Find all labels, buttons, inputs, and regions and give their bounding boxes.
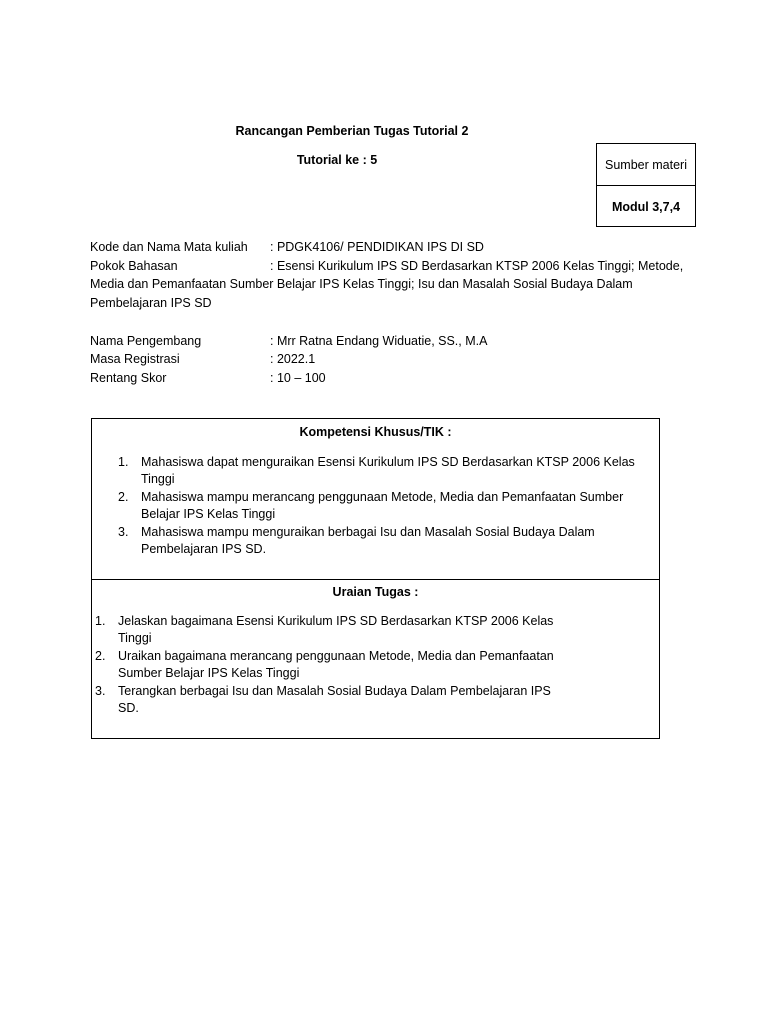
list-item bbox=[118, 489, 635, 523]
pengembang-value: : Mrr Ratna Endang Widuatie, SS., M.A bbox=[270, 334, 488, 348]
list-item-text: Jelaskan bagaimana Esensi Kurikulum IPS SD Berdasarkan KTSP 2006 Kelas bbox=[118, 614, 554, 628]
kode-label: Kode dan Nama Mata kuliah bbox=[90, 240, 248, 254]
pokok-value-line1: : Esensi Kurikulum IPS SD Berdasarkan KTSP 2006 Kelas Tinggi; Metode, bbox=[270, 259, 684, 273]
list-item-text: Terangkan berbagai Isu dan Masalah Sosial Budaya Dalam Pembelajaran IPS bbox=[118, 684, 551, 698]
registrasi-label: Masa Registrasi bbox=[90, 352, 180, 366]
list-item-text: Belajar IPS Kelas Tinggi bbox=[141, 507, 276, 521]
skor-label: Rentang Skor bbox=[90, 371, 167, 385]
list-number: 2. bbox=[95, 649, 106, 663]
list-item bbox=[118, 524, 635, 558]
uraian-heading: Uraian Tugas : bbox=[332, 585, 419, 599]
kode-value: : PDGK4106/ PENDIDIKAN IPS DI SD bbox=[270, 240, 484, 254]
list-number: 1. bbox=[118, 455, 129, 469]
kompetensi-heading: Kompetensi Khusus/TIK : bbox=[299, 425, 452, 439]
list-item-text: Sumber Belajar IPS Kelas Tinggi bbox=[118, 666, 300, 680]
list-number: 1. bbox=[95, 614, 106, 628]
sumber-materi-label: Sumber materi bbox=[605, 157, 687, 172]
pokok-value-line2: Media dan Pemanfaatan Sumber Belajar IPS Kelas Tinggi; Isu dan Masalah Sosial Budaya Dalam bbox=[90, 277, 633, 291]
document-title: Rancangan Pemberian Tugas Tutorial 2 bbox=[235, 124, 469, 138]
sumber-materi-value: Modul 3,7,4 bbox=[597, 185, 695, 227]
list-item-text: Uraikan bagaimana merancang penggunaan Metode, Media dan Pemanfaatan bbox=[118, 649, 554, 663]
list-item-text: SD. bbox=[118, 701, 139, 715]
tutorial-number: Tutorial ke : 5 bbox=[296, 153, 378, 167]
list-item-text: Mahasiswa dapat menguraikan Esensi Kurikulum IPS SD Berdasarkan KTSP 2006 Kelas bbox=[141, 455, 635, 469]
list-item-text: Pembelajaran IPS SD. bbox=[141, 542, 267, 556]
list-item-text: Mahasiswa mampu menguraikan berbagai Isu dan Masalah Sosial Budaya Dalam bbox=[141, 525, 595, 539]
list-item-text: Mahasiswa mampu merancang penggunaan Metode, Media dan Pemanfaatan Sumber bbox=[141, 490, 624, 504]
pokok-label: Pokok Bahasan bbox=[90, 259, 178, 273]
uraian-list bbox=[95, 613, 554, 718]
list-item bbox=[95, 683, 554, 717]
list-number: 2. bbox=[118, 490, 129, 504]
list-number: 3. bbox=[118, 525, 129, 539]
list-item bbox=[95, 648, 554, 682]
skor-value: : 10 – 100 bbox=[270, 371, 326, 385]
list-item-text: Tinggi bbox=[141, 472, 175, 486]
list-item bbox=[95, 613, 554, 647]
pokok-value-line3: Pembelajaran IPS SD bbox=[90, 296, 212, 310]
list-item-text: Tinggi bbox=[118, 631, 152, 645]
registrasi-value: : 2022.1 bbox=[270, 352, 316, 366]
list-item bbox=[118, 454, 635, 488]
section-divider bbox=[92, 579, 659, 580]
list-number: 3. bbox=[95, 684, 106, 698]
tugas-frame bbox=[91, 418, 660, 739]
kompetensi-list bbox=[118, 454, 635, 559]
sumber-materi-table bbox=[596, 143, 696, 227]
pengembang-label: Nama Pengembang bbox=[90, 334, 202, 348]
